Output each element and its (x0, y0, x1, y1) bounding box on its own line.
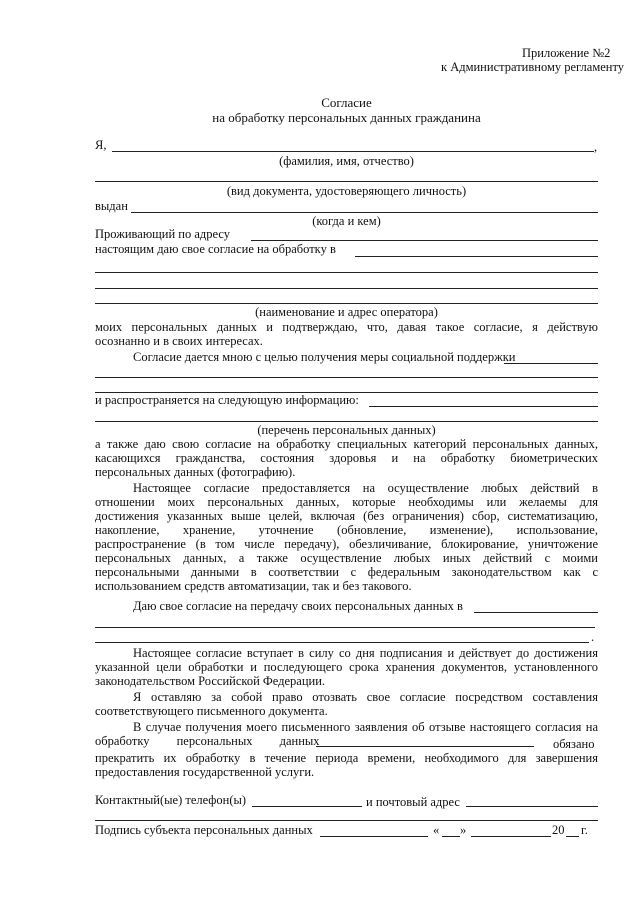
phone-field[interactable] (252, 806, 362, 807)
document-field[interactable] (95, 181, 598, 182)
purpose-field-1[interactable] (504, 363, 598, 364)
actions-line-7: персональными данными в соответствии с федеральным законодательством как с (95, 565, 598, 579)
appendix-label: Приложение №2 (522, 46, 611, 60)
withdraw-line-2b: обязано (553, 737, 595, 751)
special-line-3: персональных данных (фотографию). (95, 465, 296, 479)
regulation-label: к Административному регламенту (441, 60, 625, 74)
transfer-end: . (591, 630, 595, 644)
purpose-field-2[interactable] (95, 377, 598, 378)
issued-field[interactable] (131, 212, 598, 213)
operator-field-3[interactable] (95, 288, 598, 289)
organization-field[interactable] (316, 746, 534, 747)
transfer-label: Даю свое согласие на передачу своих персональных данных в (133, 599, 463, 613)
extends-to-label: и распространяется на следующую информацию: (95, 393, 359, 407)
actions-line-6: персональных данных, а также осуществление любых иных действий с моими (95, 551, 598, 565)
postal-label: и почтовый адрес (366, 795, 460, 809)
year-field[interactable] (566, 836, 579, 837)
info-field-2[interactable] (95, 421, 598, 422)
purpose-label: Согласие дается мною с целью получения меры социальной поддержки (133, 350, 516, 364)
effect-line-1: Настоящее согласие вступает в силу со дня подписания и действует до достижения (133, 646, 598, 660)
actions-line-1: Настоящее согласие предоставляется на осуществление любых действий в (133, 481, 598, 495)
document-subtitle: на обработку персональных данных гражданина (212, 110, 481, 125)
actions-line-5: распространение (в том числе передачу), обезличивание, блокирование, уничтожение (95, 537, 598, 551)
address-label: Проживающий по адресу (95, 227, 231, 241)
address-field[interactable] (251, 240, 598, 241)
phone-label: Контактный(ые) телефон(ы) (95, 793, 247, 807)
my-data-line-1: моих персональных данных и подтверждаю, что, давая такое согласие, я действую (95, 320, 598, 334)
effect-line-2: указанной цели обработки и последующего срока хранения документов, установленного (95, 660, 598, 674)
actions-line-3: достижения указанных выше целей, включая (без ограничения) сбор, систематизацию, (95, 509, 598, 523)
day-field[interactable] (442, 836, 460, 837)
actions-line-4: накопление, хранение, уточнение (обновление, изменение), использование, (95, 523, 598, 537)
special-line-2: касающихся гражданства, состояния здоровья и на обработку биометрических (95, 451, 598, 465)
info-hint: (перечень персональных данных) (257, 423, 436, 437)
signature-label: Подпись субъекта персональных данных (95, 823, 313, 837)
operator-hint: (наименование и адрес оператора) (255, 305, 438, 319)
fio-hint: (фамилия, имя, отчество) (279, 154, 414, 168)
transfer-field-1[interactable] (474, 612, 598, 613)
postal-field[interactable] (466, 806, 598, 807)
operator-field-1[interactable] (355, 256, 598, 257)
revoke-line-2: соответствующего письменного документа. (95, 704, 328, 718)
year-prefix: 20 (552, 823, 565, 837)
withdraw-line-2a: обработку персональных данных (95, 734, 320, 748)
actions-line-8: использованием средств автоматизации, так и без такового. (95, 579, 412, 593)
i-comma: , (594, 140, 598, 154)
document-hint: (вид документа, удостоверяющего личность) (226, 184, 467, 198)
postal-field-2[interactable] (95, 820, 598, 821)
special-line-1: а также даю свою согласие на обработку специальных категорий персональных данных, (95, 437, 598, 451)
transfer-field-3[interactable] (95, 642, 589, 643)
date-quote-open: « (433, 823, 440, 837)
fio-field[interactable] (112, 151, 594, 152)
effect-line-3: законодательством Российской Федерации. (95, 674, 326, 688)
i-label: Я, (95, 138, 107, 152)
issued-hint: (когда и кем) (312, 214, 381, 228)
withdraw-line-3: прекратить их обработку в течение периода времени, необходимого для завершения (95, 751, 598, 765)
document-title: Согласие (321, 95, 372, 110)
month-field[interactable] (471, 836, 551, 837)
issued-label: выдан (95, 199, 128, 213)
date-quote-close: » (460, 823, 467, 837)
withdraw-line-1: В случае получения моего письменного заявления об отзыве настоящего согласия на (133, 720, 598, 734)
revoke-line-1: Я оставляю за собой право отозвать свое согласие посредством составления (133, 690, 598, 704)
withdraw-line-4: предоставления государственной услуги. (95, 765, 315, 779)
consent-to-label: настоящим даю свое согласие на обработку в (95, 242, 336, 256)
actions-line-2: отношении моих персональных данных, которые необходимы или желаемы для (95, 495, 598, 509)
year-suffix: г. (581, 823, 588, 837)
operator-field-4[interactable] (95, 303, 598, 304)
signature-field[interactable] (320, 836, 428, 837)
info-field-1[interactable] (369, 406, 598, 407)
my-data-line-2: осознанно и в своих интересах. (95, 334, 263, 348)
operator-field-2[interactable] (95, 272, 598, 273)
transfer-field-2[interactable] (95, 627, 595, 628)
